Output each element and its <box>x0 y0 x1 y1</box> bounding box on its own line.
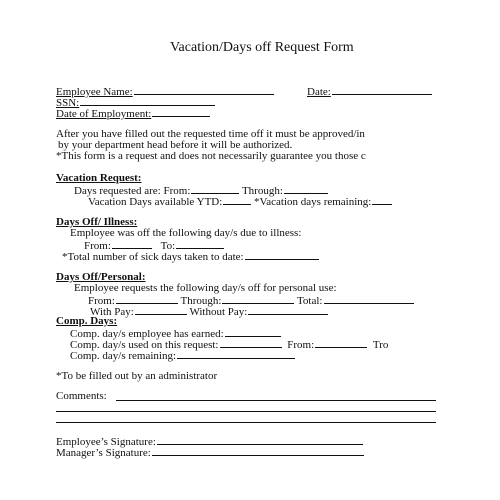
ssn-field[interactable] <box>80 95 215 106</box>
comp-remaining-row <box>70 348 295 362</box>
admin-note: *To be filled out by an administrator <box>56 370 218 382</box>
vacation-through-label: Through: <box>241 185 283 197</box>
days-available-label: Vacation Days available YTD: <box>88 196 223 208</box>
comments-line-2[interactable] <box>56 411 436 412</box>
personal-through-field[interactable] <box>222 293 294 304</box>
personal-through-label: Through: <box>180 295 222 307</box>
date-of-employment-field[interactable] <box>152 106 210 117</box>
date-field[interactable] <box>332 84 432 95</box>
with-pay-field[interactable] <box>135 304 187 315</box>
total-sick-row <box>62 249 319 263</box>
illness-statement: Employee was off the following day/s due to illness: <box>70 227 302 239</box>
days-requested-label: Days requested are: From: <box>74 185 191 197</box>
manager-signature-field[interactable] <box>152 445 364 456</box>
manager-signature-row <box>56 445 364 459</box>
days-available-field[interactable] <box>223 194 251 205</box>
comments-line-3[interactable] <box>56 422 436 423</box>
instructions-line-3: *This form is a request and does not necessarily guarantee you those c <box>56 150 366 162</box>
ssn-label: SSN: <box>56 97 80 109</box>
total-sick-label: *Total number of sick days taken to date: <box>62 251 244 263</box>
manager-signature-label: Manager’s Signature: <box>56 447 151 459</box>
date-label: Date: <box>307 86 331 98</box>
employee-name-label: Employee Name: <box>56 86 133 98</box>
comp-earned-field[interactable] <box>225 326 281 337</box>
date-row <box>307 84 432 98</box>
illness-heading: Days Off/ Illness: <box>56 216 138 228</box>
total-sick-field[interactable] <box>245 249 319 260</box>
personal-total-field[interactable] <box>324 293 414 304</box>
illness-from-label: From: <box>84 240 111 252</box>
date-of-employment-row <box>56 106 210 120</box>
comp-remaining-field[interactable] <box>177 348 295 359</box>
comments-row <box>56 390 107 402</box>
comp-heading: Comp. Days: <box>56 315 118 327</box>
without-pay-label: Without Pay: <box>189 306 248 318</box>
personal-statement: Employee requests the following day/s off for personal use: <box>74 282 337 294</box>
employee-signature-label: Employee’s Signature: <box>56 436 156 448</box>
instructions-line-1: After you have filled out the requested time off it must be approved/in <box>56 128 365 140</box>
instructions-line-2: by your department head before it will be authorized. <box>58 139 293 151</box>
days-remaining-label: *Vacation days remaining: <box>254 196 372 208</box>
pay-row <box>90 304 328 318</box>
illness-from-field[interactable] <box>112 238 152 249</box>
employee-signature-field[interactable] <box>157 434 363 445</box>
days-remaining-field[interactable] <box>372 194 392 205</box>
comp-from-field[interactable] <box>315 337 367 348</box>
vacation-from-field[interactable] <box>191 183 239 194</box>
comp-used-field[interactable] <box>220 337 282 348</box>
vacation-heading: Vacation Request: <box>56 172 142 184</box>
comments-line-1[interactable] <box>116 400 436 401</box>
with-pay-label: With Pay: <box>90 306 134 318</box>
days-available-row <box>88 194 392 208</box>
illness-to-field[interactable] <box>176 238 224 249</box>
date-of-employment-label: Date of Employment: <box>56 108 152 120</box>
personal-from-label: From: <box>88 295 115 307</box>
personal-heading: Days Off/Personal: <box>56 271 146 283</box>
illness-to-label: To: <box>160 240 176 252</box>
without-pay-field[interactable] <box>248 304 328 315</box>
comp-to-label: Tro <box>372 339 389 351</box>
comp-from-label: From: <box>287 339 315 351</box>
vacation-through-field[interactable] <box>284 183 328 194</box>
comp-remaining-label: Comp. day/s remaining: <box>70 350 177 362</box>
comments-label: Comments: <box>56 390 107 402</box>
comp-earned-label: Comp. day/s employee has earned: <box>70 328 224 340</box>
personal-from-field[interactable] <box>116 293 178 304</box>
employee-name-field[interactable] <box>134 84 274 95</box>
comp-used-label: Comp. day/s used on this request: <box>70 339 219 351</box>
personal-total-label: Total: <box>296 295 323 307</box>
form-title: Vacation/Days off Request Form <box>170 40 354 55</box>
